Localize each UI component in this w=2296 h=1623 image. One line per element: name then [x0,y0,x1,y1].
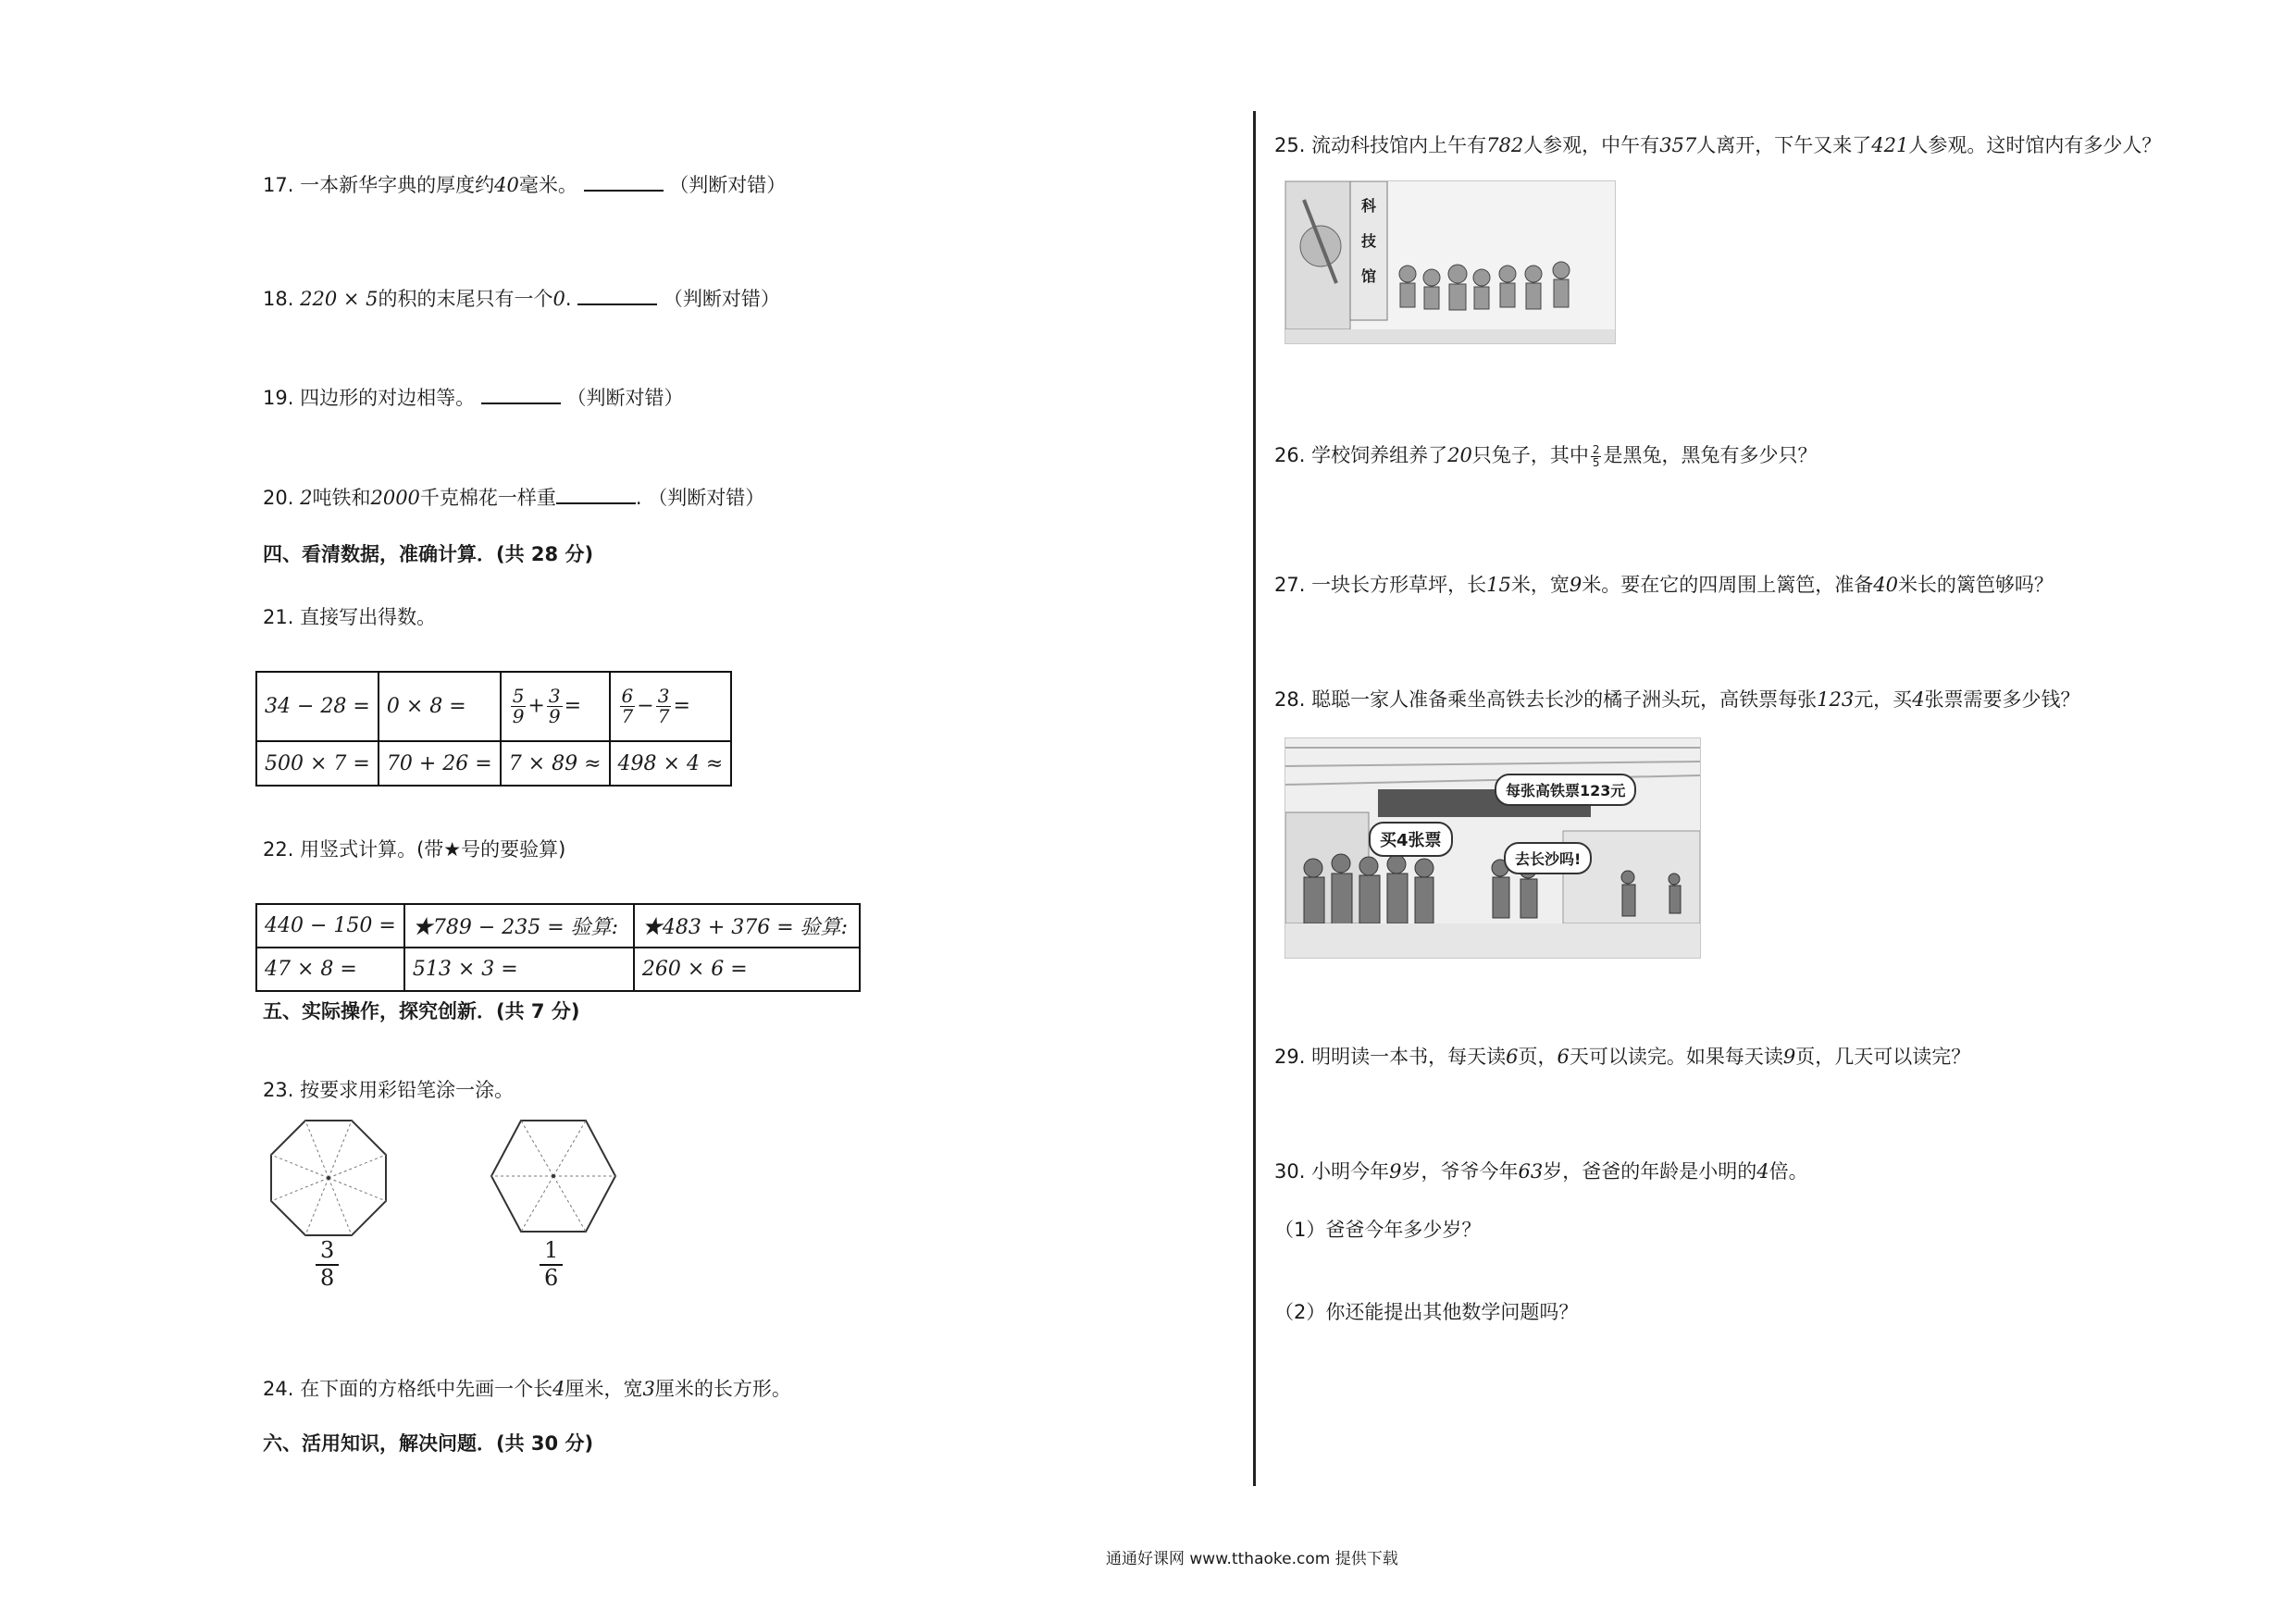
question-25: 25. 流动科技馆内上午有782人参观，中午有357人离开，下午又来了421人参观。这时馆内有多少人？ [1274,134,2162,156]
answer-blank[interactable] [481,403,561,404]
table-cell: 260 × 6 = [634,948,860,991]
table-cell: $\frac{6}{7}$ − $\frac{3}{7}$ = [610,672,732,741]
section-6-heading: 六、活用知识，解决问题．(共 30 分) [263,1432,594,1455]
question-30: 30. 小明今年9岁，爷爷今年63岁，爸爸的年龄是小明的4倍。 [1274,1160,1808,1183]
page-footer: 通通好课网 www.tthaoke.com 提供下载 [1106,1550,1398,1568]
table-cell: $\frac{5}{9}$ + $\frac{3}{9}$ = [501,672,610,741]
question-23: 23. 按要求用彩铅笔涂一涂。 [263,1079,515,1101]
answer-blank[interactable] [577,304,657,305]
table-cell: 513 × 3 = [404,948,634,991]
question-30-part-2: （2）你还能提出其他数学问题吗？ [1274,1301,1579,1323]
column-divider [1253,111,1256,1486]
fraction: $\frac{2}{5}$ [1592,442,1600,469]
fraction: $\frac{3}{9}$ [548,685,561,727]
table-cell: 500 × 7 = [256,741,379,786]
question-27: 27. 一块长方形草坪，长15米，宽9米。要在它的四周围上篱笆，准备40米长的篱笆够吗？ [1274,574,2054,596]
question-17: 17. 一本新华字典的厚度约40毫米。 （判断对错） [263,174,787,196]
table-cell: 7 × 89 ≈ [501,741,610,786]
science-museum-illustration [1285,180,1616,344]
question-22: 22. 用竖式计算。(带★号的要验算) [263,838,566,861]
question-26: 26. 学校饲养组养了20只兔子，其中 $\frac{2}{5}$ 是黑兔，黑兔有多少只？ [1274,442,1818,469]
speech-bubble: 买4张票 [1369,822,1453,857]
octagon-fraction: 3 8 [316,1238,339,1291]
table-cell: ★789 − 235 = 验算: [404,904,634,948]
vertical-calc-table [255,903,861,992]
hexagon-figure[interactable] [489,1118,618,1234]
table-cell: 47 × 8 = [256,948,404,991]
answer-blank[interactable] [584,190,664,192]
table-cell: 498 × 4 ≈ [610,741,732,786]
question-29: 29. 明明读一本书，每天读6页，6天可以读完。如果每天读9页，几天可以读完？ [1274,1046,1971,1068]
section-5-heading: 五、实际操作，探究创新．(共 7 分) [263,1000,580,1022]
fraction: $\frac{6}{7}$ [621,685,634,727]
question-21: 21. 直接写出得数。 [263,606,437,628]
table-cell: 70 + 26 = [379,741,501,786]
table-cell: 0 × 8 = [379,672,501,741]
section-4-heading: 四、看清数据，准确计算．(共 28 分) [263,543,594,565]
hexagon-fraction: 1 6 [540,1238,563,1291]
question-24: 24. 在下面的方格纸中先画一个长4厘米，宽3厘米的长方形。 [263,1378,791,1400]
fraction: $\frac{3}{7}$ [657,685,670,727]
train-station-illustration [1285,737,1701,959]
question-30-part-1: （1）爸爸今年多少岁？ [1274,1219,1482,1241]
answer-blank[interactable] [556,502,636,504]
table-cell: 34 − 28 = [256,672,379,741]
table-cell: ★483 + 376 = 验算: [634,904,860,948]
fraction: $\frac{5}{9}$ [512,685,525,727]
mental-math-table [255,671,732,787]
table-cell: 440 − 150 = [256,904,404,948]
question-28: 28. 聪聪一家人准备乘坐高铁去长沙的橘子洲头玩，高铁票每张123元，买4张票需要多少钱？ [1274,688,2080,711]
octagon-figure[interactable] [268,1118,389,1238]
question-18: 18. 220 × 5的积的末尾只有一个0. （判断对错） [263,288,780,310]
speech-bubble: 每张高铁票123元 [1495,774,1636,806]
question-20: 20. 2吨铁和2000千克棉花一样重 . （判断对错） [263,487,765,509]
museum-sign: 科 技 馆 [1360,197,1376,285]
speech-bubble: 去长沙吗! [1504,842,1592,874]
question-19: 19. 四边形的对边相等。 （判断对错） [263,387,684,409]
